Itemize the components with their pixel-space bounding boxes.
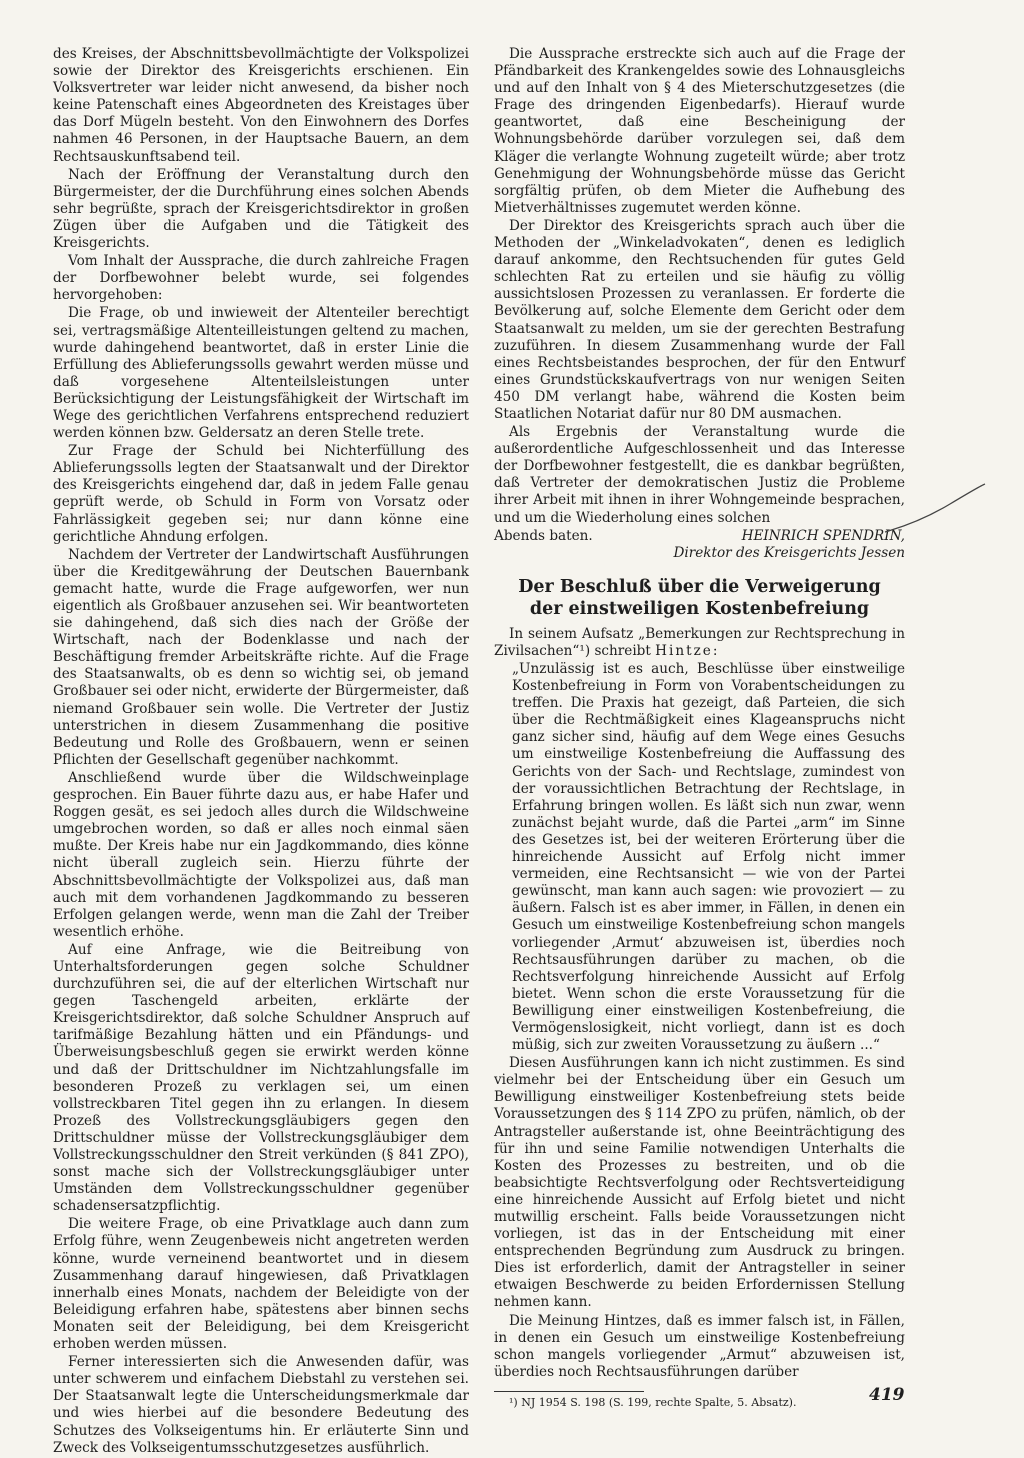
paragraph: Nach der Eröffnung der Veranstaltung durch den Bürgermeister, der die Durchführung eines solchen Abends sehr begrüßte, sprach der Kreisgerichtsdirektor in großen Zügen über die Aufgaben und die Tätigkeit des Kreisgerichts. (53, 166, 469, 252)
paragraph: Nachdem der Vertreter der Landwirtschaft Ausführungen über die Kreditgewährung der Deutschen Bauernbank gemacht hatte, wurde die Frage aufgeworfen, wer nun eigentlich als Großbauer anzusehen sei. Wir beantworteten sie dahingehend, daß sich dies nach der Größe der Wirtschaft, nach der Bodenklasse und nach der Beschäftigung fremder Arbeitskräfte richte. Auf die Frage des Staatsanwalts, ob es denn so wichtig sei, ob jemand Großbauer sei oder nicht, erwiderte der Bürgermeister, daß niemand Großbauer sein wolle. Die Vertreter der Justiz unterstrichen in diesem Zusammenhang die positive Bedeutung und Rolle des Großbauern, wenn er seinen Pflichten der Gesellschaft gegenüber nachkommt. (53, 546, 469, 768)
block-quote: „Unzulässig ist es auch, Beschlüsse über einstweilige Kostenbefreiung in Form von Vorabentscheidungen zu treffen. Die Praxis hat gezeigt, daß Parteien, die sich über die Rechtmäßigkeit eines Klageanspruchs nicht ganz sicher sind, häufig auf dem Wege eines Gesuchs um einstweilige Kostenbefreiung die Auffassung des Gerichts von der Sach- und Rechtslage, zumindest von der voraussichtlichen Betrachtung der Rechtslage, in Erfahrung bringen wollen. Es läßt sich nun zwar, wenn zunächst bejaht wurde, daß die Partei „arm“ im Sinne des Gesetzes ist, bei der weiteren Erörterung über die hinreichende Aussicht auf Erfolg nicht immer vermeiden, eine Rechtsansicht — wie von der Partei gewünscht, man kann auch sagen: wie provoziert — zu äußern. Falsch ist es aber immer, in Fällen, in denen ein Gesuch um einstweilige Kostenbefreiung schon mangels vorliegender ‚Armut‘ abzuweisen ist, überdies noch Rechtsausführungen darüber zu machen, ob die Rechtsverfolgung hinreichende Aussicht auf Erfolg bietet. Wenn schon die erste Voraussetzung für die Bewilligung einer einstweiligen Kostenbefreiung, die Vermögenslosigkeit, nicht vorliegt, dann ist es doch müßig, sich zur zweiten Voraussetzung zu äußern ...“ (512, 661, 905, 1054)
closing-words: Abends baten. (494, 527, 593, 544)
paragraph: des Kreises, der Abschnittsbevollmächtigte der Volkspolizei sowie der Direktor des Kreisgerichts erschienen. Ein Volksvertreter war leider nicht anwesend, da bisher noch keine Patenschaft eines Abgeordneten des Kreistages über das Dorf Mügeln besteht. Von den Einwohnern des Dorfes nahmen 46 Personen, in der Hauptsache Bauern, an dem Rechtsauskunftsabend teil. (53, 46, 469, 165)
paragraph: Der Direktor des Kreisgerichts sprach auch über die Methoden der „Winkeladvokaten“, denen es lediglich darauf ankomme, den Rechtsuchenden für gutes Geld schlechten Rat zu erteilen und sie häufig zu völlig aussichtslosen Prozessen zu veranlassen. Er forderte die Bevölkerung auf, solche Elemente dem Gericht oder dem Staatsanwalt zu melden, um sie der gerechten Bestrafung zuzuführen. In diesem Zusammenhang wurde der Fall eines Rechtsbeistandes besprochen, der für den Entwurf eines Grundstückskaufvertrags von nur wenigen Seiten 450 DM verlangt habe, während die Kosten beim Staatlichen Notariat dafür nur 80 DM ausmachen. (494, 217, 905, 422)
signature-name: HEINRICH SPENDRIN, (741, 527, 905, 544)
signature-title: Direktor des Kreisgerichts Jessen (673, 544, 905, 561)
paragraph: Vom Inhalt der Aussprache, die durch zahlreiche Fragen der Dorfbewohner belebt wurde, sei folgendes hervorgehoben: (53, 253, 469, 304)
page-number: 419 (869, 1385, 905, 1405)
paragraph: Diesen Ausführungen kann ich nicht zustimmen. Es sind vielmehr bei der Entscheidung über ein Gesuch um Bewilligung einstweiliger Kostenbefreiung stets beide Voraussetzungen des § 114 ZPO zu prüfen, nämlich, ob der Antragsteller außerstande ist, ohne Beeinträchtigung des für ihn und seine Familie notwendigen Unterhalts die Kosten des Prozesses zu bestreiten, und ob die beabsichtigte Rechtsverfolgung oder Rechtsverteidigung eine hinreichende Aussicht auf Erfolg bietet und nicht mutwillig erscheint. Falls beide Voraussetzungen nicht vorliegen, ist das in der Entscheidung mit einer entsprechenden Begründung zum Ausdruck zu bringen. Dies ist erforderlich, damit der Antragsteller in seiner etwaigen Beschwerde zu beiden Erfordernissen Stellung nehmen kann. (494, 1055, 905, 1311)
paragraph: Auf eine Anfrage, wie die Beitreibung von Unterhaltsforderungen gegen solche Schuldner durchzuführen sei, die auf der elterlichen Wirtschaft nur gegen Taschengeld arbeiten, erklärte der Kreisgerichtsdirektor, daß solche Schuldner Anspruch auf tarifmäßige Bezahlung hätten und ein Pfändungs- und Überweisungsbeschluß gegen sie erwirkt werden könne und daß der Drittschuldner im Nichtzahlungsfalle im besonderen Prozeß zu verklagen sei, um einen vollstreckbaren Titel gegen ihn zu erlangen. In diesem Prozeß des Vollstreckungsgläubigers gegen den Drittschuldner müsse der Vollstreckungsgläubiger dem Vollstreckungsschuldner den Streit verkünden (§ 841 ZPO), sonst mache sich der Vollstreckungsgläubiger unter Umständen dem Vollstreckungsschuldner gegenüber schadensersatzpflichtig. (53, 941, 469, 1215)
paragraph: Die Aussprache erstreckte sich auch auf die Frage der Pfändbarkeit des Krankengeldes sowie des Lohnausgleichs und auf den Inhalt von § 4 des Mieterschutzgesetzes (die Frage des dringenden Eigenbedarfs). Hierauf wurde geantwortet, daß eine Bescheinigung der Wohnungsbehörde darüber vorzulegen sei, daß dem Kläger die verlangte Wohnung zugeteilt würde; aber trotz Genehmigung der Wohnungsbehörde müsse das Gericht sorgfältig prüfen, ob dem Mieter die Aufhebung des Mietverhältnisses zugemutet werden könne. (494, 46, 905, 216)
pen-mark (880, 480, 990, 540)
section-heading-line: Der Beschluß über die Verweigerung (518, 576, 881, 597)
paragraph: Ferner interessierten sich die Anwesenden dafür, was unter schwerem und einfachem Diebstahl zu verstehen sei. Der Staatsanwalt legte die Unterscheidungsmerkmale dar und wies hierbei auf die besondere Bedeutung des Schutzes des Volkseigentums hin. Er erläuterte Sinn und Zweck des Volkseigentumsschutzgesetzes ausführlich. (53, 1354, 469, 1456)
footnote-rule (494, 1391, 644, 1392)
paragraph: Die Frage, ob und inwieweit der Altenteiler berechtigt sei, vertragsmäßige Altenteilleistungen geltend zu machen, wurde dahingehend beantwortet, daß in erster Linie die Erfüllung des Ablieferungssolls gewahrt werden müsse und daß vorgesehene Altenteilsleistungen unter Berücksichtigung der Leistungsfähigkeit der Wirtschaft im Wege des gerichtlichen Verfahrens entsprechend reduziert werden können bzw. Geldersatz an deren Stelle trete. (53, 305, 469, 442)
intro-punctuation: : (712, 642, 718, 659)
footnote: ¹) NJ 1954 S. 198 (S. 199, rechte Spalte, 5. Absatz). (509, 1395, 797, 1409)
right-column (494, 46, 905, 1411)
intro-text: In seinem Aufsatz „Bemerkungen zur Rechtsprechung in Zivilsachen“¹) schreibt (494, 625, 905, 659)
author-name: Hintze (655, 642, 713, 659)
section-intro (494, 626, 905, 660)
paragraph: Zur Frage der Schuld bei Nichterfüllung des Ablieferungssolls legten der Staatsanwalt und der Direktor des Kreisgerichts eingehend dar, daß in jedem Falle genau geprüft werde, ob Schuld in Form von Vorsatz oder Fahrlässigkeit gegeben sei; nur dann könne eine gerichtliche Ahndung erfolgen. (53, 443, 469, 545)
paragraph: Anschließend wurde über die Wildschweinplage gesprochen. Ein Bauer führte dazu aus, er habe Hafer und Roggen gesät, es sei jedoch alles durch die Wildschweine umgebrochen worden, so daß er alles noch einmal säen mußte. Der Kreis habe nur ein Jagdkommando, dies könne nicht überall zugleich sein. Hierzu führte der Abschnittsbevollmächtigte der Volkspolizei aus, daß man auch mit dem vorhandenen Jagdkommando zu besseren Erfolgen gelangen werde, wenn man die Zahl der Treiber wesentlich erhöhe. (53, 769, 469, 940)
signature-row (494, 528, 905, 545)
paragraph: Die weitere Frage, ob eine Privatklage auch dann zum Erfolg führe, wenn Zeugenbeweis nicht angetreten werden könne, wurde verneinend beantwortet und in diesem Zusammenhang darauf hingewiesen, daß Privatklagen innerhalb eines Monats, nachdem der Beleidigte von der Beleidigung erfahren habe, spätestens aber binnen sechs Monaten seit der Beleidigung, bei dem Kreisgericht erhoben werden müssen. (53, 1216, 469, 1353)
section-heading-line: der einstweiligen Kostenbefreiung (529, 598, 870, 619)
paragraph: Als Ergebnis der Veranstaltung wurde die außerordentliche Aufgeschlossenheit und das Interesse der Dorfbewohner festgestellt, die es dankbar begrüßten, daß Vertreter der demokratischen Justiz die Probleme ihrer Arbeit mit ihnen in ihrer Wohngemeinde besprachen, und um die Wiederholung eines solchen (494, 424, 905, 526)
section-heading (494, 576, 905, 620)
paragraph: Die Meinung Hintzes, daß es immer falsch ist, in Fällen, in denen ein Gesuch um einstweilige Kostenbefreiung schon mangels vorliegender „Armut“ abzuweisen ist, überdies noch Rechtsausführungen darüber (494, 1312, 905, 1380)
left-column (53, 46, 469, 1458)
